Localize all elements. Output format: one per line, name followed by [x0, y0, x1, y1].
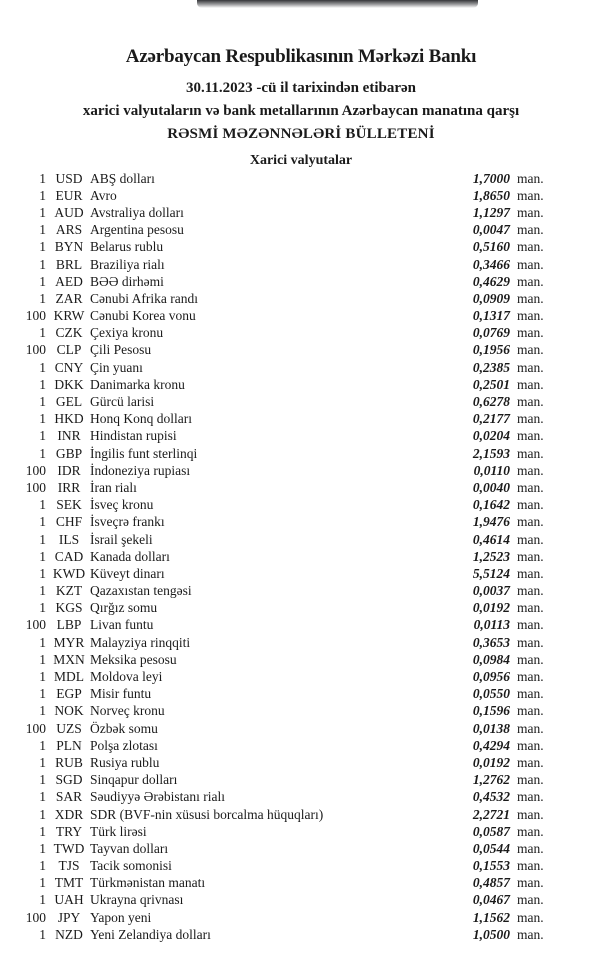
currency-quantity: 1 [39, 840, 46, 856]
rate-value: 5,5124 [472, 565, 510, 581]
currency-quantity: 1 [39, 273, 46, 289]
rate-value: 0,0909 [472, 290, 510, 306]
currency-code: AUD [54, 204, 84, 220]
currency-code: KZT [55, 583, 83, 599]
rate-row [0, 703, 550, 720]
currency-name: Danimarka kronu [90, 376, 185, 392]
currency-code: RUB [55, 754, 83, 770]
currency-code: MYR [53, 634, 85, 650]
unit-label: man. [517, 204, 544, 220]
rate-row [0, 737, 550, 754]
rate-row [0, 875, 550, 892]
currency-code: HKD [54, 411, 84, 427]
currency-code: SAR [55, 789, 83, 805]
currency-quantity: 1 [39, 170, 46, 186]
unit-label: man. [517, 497, 544, 513]
currency-quantity: 1 [39, 686, 46, 702]
currency-quantity: 1 [39, 823, 46, 839]
rate-value: 0,1642 [472, 497, 510, 513]
currency-code: EGP [56, 686, 82, 702]
currency-name: İran rialı [90, 479, 137, 495]
rate-value: 0,1956 [472, 342, 510, 358]
unit-label: man. [517, 170, 544, 186]
currency-name: Türk lirəsi [90, 823, 147, 839]
rate-row [0, 926, 550, 943]
currency-code: UAH [54, 892, 84, 908]
exchange-rates-table [0, 170, 602, 943]
unit-label: man. [517, 445, 544, 461]
currency-code: ARS [55, 222, 83, 238]
rate-row [0, 445, 550, 462]
rate-value: 1,2762 [472, 772, 510, 788]
currency-name: Avro [90, 187, 117, 203]
currency-name: Tacik somonisi [90, 858, 172, 874]
rate-value: 1,0500 [472, 926, 510, 942]
rate-value: 0,0192 [472, 754, 510, 770]
rate-value: 0,6278 [472, 394, 510, 410]
unit-label: man. [517, 308, 544, 324]
currency-code: KGS [55, 600, 83, 616]
currency-quantity: 1 [39, 600, 46, 616]
rate-row [0, 651, 550, 668]
rate-row [0, 909, 550, 926]
unit-label: man. [517, 342, 544, 358]
rate-value: 0,0467 [472, 892, 510, 908]
rate-row [0, 892, 550, 909]
rate-value: 0,0587 [472, 823, 510, 839]
currency-quantity: 1 [39, 411, 46, 427]
rate-row [0, 204, 550, 221]
rate-value: 1,1562 [472, 909, 510, 925]
rate-row [0, 772, 550, 789]
rate-row [0, 222, 550, 239]
unit-label: man. [517, 187, 544, 203]
rate-value: 0,0769 [472, 325, 510, 341]
unit-label: man. [517, 222, 544, 238]
currency-name: Livan funtu [90, 617, 154, 633]
currency-quantity: 1 [39, 239, 46, 255]
unit-label: man. [517, 462, 544, 478]
rate-row [0, 514, 550, 531]
unit-label: man. [517, 634, 544, 650]
unit-label: man. [517, 531, 544, 547]
rate-row [0, 668, 550, 685]
rate-row [0, 720, 550, 737]
currency-code: TJS [58, 858, 80, 874]
rate-value: 0,3466 [472, 256, 510, 272]
currency-quantity: 1 [39, 445, 46, 461]
currency-name: Yeni Zelandiya dolları [90, 926, 211, 942]
currency-name: Rusiya rublu [90, 754, 160, 770]
rate-value: 1,8650 [472, 187, 510, 203]
currency-name: Misir funtu [90, 686, 152, 702]
unit-label: man. [517, 479, 544, 495]
currency-quantity: 1 [39, 514, 46, 530]
currency-code: UZS [56, 720, 82, 736]
rate-row [0, 600, 550, 617]
rate-value: 0,0956 [472, 669, 510, 685]
rate-row [0, 376, 550, 393]
currency-quantity: 1 [39, 325, 46, 341]
rate-row [0, 290, 550, 307]
rate-row [0, 497, 550, 514]
currency-quantity: 100 [25, 342, 46, 358]
unit-label: man. [517, 789, 544, 805]
currency-name: İndoneziya rupiası [90, 462, 191, 478]
unit-label: man. [517, 617, 544, 633]
rate-value: 0,0544 [472, 840, 510, 856]
rate-row [0, 634, 550, 651]
rate-row [0, 170, 550, 187]
rate-value: 0,2177 [472, 411, 510, 427]
rate-row [0, 462, 550, 479]
currency-quantity: 1 [39, 926, 46, 942]
currency-name: Gürcü larisi [90, 394, 155, 410]
currency-code: LBP [56, 617, 82, 633]
currency-quantity: 1 [39, 359, 46, 375]
currency-quantity: 100 [25, 462, 46, 478]
rate-value: 1,7000 [472, 170, 510, 186]
currency-name: İsrail şekeli [90, 531, 153, 547]
rate-value: 0,0984 [472, 651, 510, 667]
currency-quantity: 1 [39, 789, 46, 805]
currency-code: ILS [58, 531, 80, 547]
effective-date-line: 30.11.2023 -cü il tarixindən etibarən [186, 80, 416, 96]
unit-label: man. [517, 875, 544, 891]
currency-quantity: 100 [25, 617, 46, 633]
currency-code: CAD [54, 548, 84, 564]
currency-name: Norveç kronu [90, 703, 165, 719]
rate-row [0, 325, 550, 342]
currency-code: CZK [55, 325, 83, 341]
rate-row [0, 187, 550, 204]
rate-row [0, 479, 550, 496]
rate-row [0, 806, 550, 823]
currency-code: BRL [55, 256, 83, 272]
unit-label: man. [517, 325, 544, 341]
unit-label: man. [517, 273, 544, 289]
currency-code: ZAR [55, 290, 83, 306]
rate-value: 0,0047 [472, 222, 510, 238]
rate-value: 1,1297 [472, 204, 510, 220]
currency-quantity: 1 [39, 394, 46, 410]
currency-name: Argentina pesosu [90, 222, 184, 238]
currency-quantity: 100 [25, 308, 46, 324]
unit-label: man. [517, 772, 544, 788]
unit-label: man. [517, 669, 544, 685]
currency-name: Braziliya rialı [90, 256, 165, 272]
unit-label: man. [517, 394, 544, 410]
currency-name: Sinqapur dolları [90, 772, 178, 788]
currency-name: ABŞ dolları [90, 170, 155, 186]
currency-quantity: 1 [39, 669, 46, 685]
currency-quantity: 1 [39, 565, 46, 581]
rate-value: 0,0037 [472, 583, 510, 599]
currency-quantity: 1 [39, 497, 46, 513]
bank-title: Azərbaycan Respublikasının Mərkəzi Bankı [125, 46, 477, 67]
rate-row [0, 789, 550, 806]
rate-row [0, 428, 550, 445]
currency-quantity: 1 [39, 222, 46, 238]
currency-name: Qırğız somu [90, 600, 158, 616]
currency-name: Cənubi Afrika randı [90, 290, 198, 306]
rate-value: 0,4532 [472, 789, 510, 805]
rate-value: 1,9476 [472, 514, 510, 530]
currency-name: Səudiyyə Ərəbistanı rialı [90, 789, 225, 805]
currency-name: BƏƏ dirhəmi [90, 273, 164, 289]
currency-quantity: 1 [39, 583, 46, 599]
rate-row [0, 548, 550, 565]
currency-name: Honq Konq dolları [90, 411, 192, 427]
currency-quantity: 1 [39, 772, 46, 788]
currency-quantity: 1 [39, 204, 46, 220]
unit-label: man. [517, 583, 544, 599]
currency-name: Özbək somu [90, 720, 158, 736]
currency-code: AED [55, 273, 83, 289]
currency-quantity: 100 [25, 479, 46, 495]
rate-row [0, 840, 550, 857]
rate-row [0, 393, 550, 410]
currency-name: Türkmənistan manatı [90, 875, 206, 891]
currency-code: CNY [54, 359, 84, 375]
rate-value: 0,3653 [472, 634, 510, 650]
currency-code: IRR [57, 479, 81, 495]
currency-code: TRY [55, 823, 83, 839]
rate-value: 0,5160 [472, 239, 510, 255]
currency-code: EUR [55, 187, 83, 203]
currency-code: MXN [53, 651, 85, 667]
rate-value: 0,4857 [472, 875, 510, 891]
unit-label: man. [517, 651, 544, 667]
rate-value: 0,0204 [472, 428, 510, 444]
rate-row [0, 273, 550, 290]
rate-value: 0,0138 [472, 720, 510, 736]
currency-name: Moldova leyi [90, 669, 163, 685]
rate-row [0, 858, 550, 875]
unit-label: man. [517, 600, 544, 616]
currency-quantity: 100 [25, 720, 46, 736]
rate-row [0, 531, 550, 548]
currency-name: Küveyt dinarı [90, 565, 165, 581]
currency-name: Avstraliya dolları [90, 204, 184, 220]
unit-label: man. [517, 926, 544, 942]
currency-quantity: 1 [39, 737, 46, 753]
currency-name: Hindistan rupisi [90, 428, 177, 444]
unit-label: man. [517, 565, 544, 581]
currency-name: Yapon yeni [90, 909, 152, 925]
currency-quantity: 1 [39, 531, 46, 547]
unit-label: man. [517, 823, 544, 839]
rate-value: 1,2523 [472, 548, 510, 564]
unit-label: man. [517, 737, 544, 753]
unit-label: man. [517, 376, 544, 392]
currency-code: GEL [55, 394, 83, 410]
currency-quantity: 1 [39, 703, 46, 719]
unit-label: man. [517, 686, 544, 702]
rate-row [0, 565, 550, 582]
currency-code: JPY [57, 909, 81, 925]
currency-quantity: 1 [39, 376, 46, 392]
currency-quantity: 1 [39, 428, 46, 444]
rate-value: 0,4294 [472, 737, 510, 753]
rate-row [0, 823, 550, 840]
currency-code: XDR [54, 806, 84, 822]
rate-value: 0,0192 [472, 600, 510, 616]
currency-name: Meksika pesosu [90, 651, 177, 667]
rate-row [0, 617, 550, 634]
rate-row [0, 359, 550, 376]
currency-quantity: 1 [39, 806, 46, 822]
unit-label: man. [517, 411, 544, 427]
unit-label: man. [517, 239, 544, 255]
rate-value: 0,1317 [472, 308, 510, 324]
currency-quantity: 1 [39, 754, 46, 770]
unit-label: man. [517, 892, 544, 908]
currency-name: İsveçrə frankı [90, 514, 165, 530]
currency-name: İsveç kronu [90, 497, 154, 513]
currency-quantity: 100 [25, 909, 46, 925]
rate-row [0, 256, 550, 273]
currency-code: KWD [52, 565, 86, 581]
currency-name: Cənubi Korea vonu [90, 308, 196, 324]
unit-label: man. [517, 514, 544, 530]
currency-quantity: 1 [39, 892, 46, 908]
currency-name: Kanada dolları [90, 548, 170, 564]
currency-name: Çin yuanı [90, 359, 143, 375]
currency-code: TWD [53, 840, 85, 856]
currency-code: KRW [53, 308, 85, 324]
unit-label: man. [517, 806, 544, 822]
unit-label: man. [517, 428, 544, 444]
bulletin-title: RƏSMİ MƏZƏNNƏLƏRİ BÜLLETENİ [167, 126, 435, 142]
currency-name: Belarus rublu [90, 239, 164, 255]
rate-row [0, 411, 550, 428]
currency-code: CHF [55, 514, 83, 530]
unit-label: man. [517, 548, 544, 564]
currency-code: INR [57, 428, 81, 444]
unit-label: man. [517, 840, 544, 856]
currency-code: PLN [56, 737, 82, 753]
currency-code: SGD [55, 772, 83, 788]
currency-name: İngilis funt sterlinqi [90, 445, 198, 461]
currency-name: Çili Pesosu [90, 342, 152, 358]
unit-label: man. [517, 703, 544, 719]
unit-label: man. [517, 754, 544, 770]
currency-quantity: 1 [39, 651, 46, 667]
rate-row [0, 754, 550, 771]
currency-code: IDR [57, 462, 81, 478]
currency-code: NOK [54, 703, 84, 719]
rate-value: 0,4629 [472, 273, 510, 289]
rate-value: 0,1596 [472, 703, 510, 719]
currency-quantity: 1 [39, 875, 46, 891]
currency-quantity: 1 [39, 858, 46, 874]
section-title-foreign-currencies: Xarici valyutalar [249, 153, 353, 168]
unit-label: man. [517, 290, 544, 306]
bulletin-header [0, 0, 602, 143]
rate-row [0, 583, 550, 600]
rate-value: 0,2501 [472, 376, 510, 392]
rate-value: 0,0110 [473, 462, 510, 478]
rate-value: 0,0113 [473, 617, 510, 633]
rate-row [0, 239, 550, 256]
unit-label: man. [517, 909, 544, 925]
currency-code: DKK [54, 376, 84, 392]
rate-row [0, 342, 550, 359]
currency-quantity: 1 [39, 548, 46, 564]
currency-code: SEK [56, 497, 82, 513]
unit-label: man. [517, 256, 544, 272]
top-bar [197, 0, 478, 8]
currency-quantity: 1 [39, 634, 46, 650]
currency-name: Tayvan dolları [90, 840, 169, 856]
currency-code: NZD [55, 926, 83, 942]
currency-name: Malayziya rinqqiti [90, 634, 191, 650]
currency-name: Qazaxıstan tengəsi [90, 583, 192, 599]
rate-row [0, 686, 550, 703]
currency-name: SDR (BVF-nin xüsusi borcalma hüquqları) [90, 806, 324, 822]
rate-value: 2,2721 [472, 806, 510, 822]
bulletin-subtitle: xarici valyutaların və bank metallarının Azərbaycan manatına qarşı [82, 103, 520, 119]
currency-quantity: 1 [39, 187, 46, 203]
currency-name: Çexiya kronu [90, 325, 164, 341]
currency-code: USD [55, 170, 83, 186]
unit-label: man. [517, 359, 544, 375]
currency-code: GBP [55, 445, 83, 461]
currency-code: TMT [54, 875, 84, 891]
rate-value: 0,4614 [472, 531, 510, 547]
currency-code: BYN [54, 239, 84, 255]
rate-value: 0,2385 [472, 359, 510, 375]
currency-quantity: 1 [39, 290, 46, 306]
currency-name: Polşa zlotası [90, 737, 158, 753]
rate-row [0, 308, 550, 325]
rate-value: 2,1593 [472, 445, 510, 461]
rate-value: 0,1553 [472, 858, 510, 874]
rate-value: 0,0040 [472, 479, 510, 495]
currency-code: CLP [56, 342, 82, 358]
currency-quantity: 1 [39, 256, 46, 272]
currency-name: Ukrayna qrivnası [90, 892, 184, 908]
unit-label: man. [517, 858, 544, 874]
unit-label: man. [517, 720, 544, 736]
currency-code: MDL [54, 669, 84, 685]
rate-value: 0,0550 [472, 686, 510, 702]
